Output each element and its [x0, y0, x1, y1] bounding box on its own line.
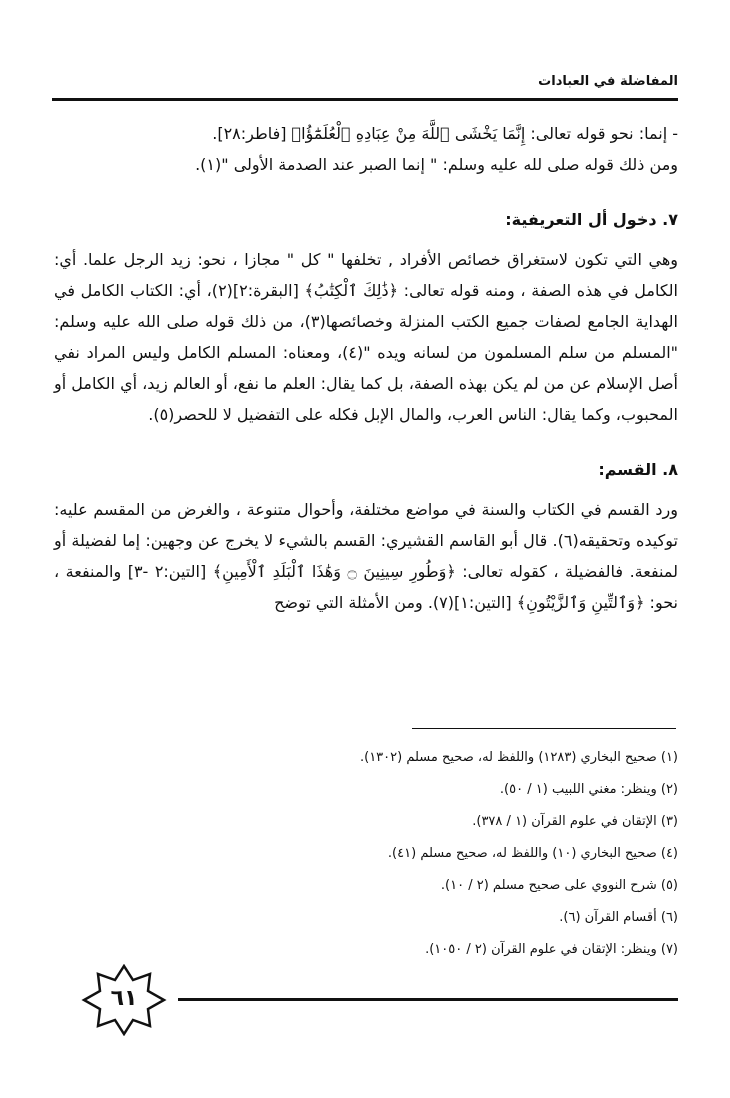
footer-rule — [178, 998, 678, 1001]
footnote-item: (١) صحيح البخاري (١٢٨٣) واللفظ له، صحيح مسلم (١٣٠٢). — [359, 750, 678, 765]
footnote-item: (٥) شرح النووي على صحيح مسلم (٢ / ١٠). — [440, 878, 678, 893]
footnote-item: (٢) وينظر: مغني اللبيب (١ / ٥٠). — [499, 782, 678, 797]
main-text — [54, 118, 678, 618]
paragraph-hadith-sabr: ومن ذلك قوله صلى لله عليه وسلم: " إنما الصبر عند الصدمة الأولى "(١). — [195, 155, 678, 174]
footnotes-list — [78, 742, 678, 966]
footnote-item: (٣) الإتقان في علوم القرآن (١ / ٣٧٨). — [472, 814, 678, 829]
section-heading-7: ٧. دخول أل التعريفية: — [505, 210, 678, 229]
paragraph-al-taarif: وهي التي تكون لاستغراق خصائص الأفراد , تخلفها " كل " مجازا ، نحو: زيد الرجل علما. أي: الكامل في هذه الصفة ، ومنه قوله تعالى: ﴿ذَٰلِكَ ٱلْكِتَٰبُ﴾ [البقرة:٢](٢)، أي: الكتاب الكامل في الهداية الجامع لصفات جميع الكتب المنزلة وخصائصها(٣)، من ذلك قوله صلى الله عليه وسلم: "المسلم من سلم المسلمون من لسانه ويده "(٤)، ومعناه: المسلم الكامل وليس المراد نفي أصل الإسلام عن من لم يكن بهذه الصفة، بل كما يقال: العلم ما نفع، أو العالم زيد، أي الكامل أو المحبوب، وكما يقال: الناس العرب، والمال الإبل فكله على التفضيل لا للحصر(٥). — [54, 250, 679, 424]
running-head: المفاضلة في العبادات — [538, 74, 678, 89]
paragraph-innama: - إنما: نحو قوله تعالى: إِنَّمَا يَخْشَى ٱللَّهَ مِنْ عِبَادِهِ ٱلْعُلَمَٰٓؤُا۟ [فاطر:٢٨]. — [212, 124, 678, 143]
header-rule — [52, 98, 678, 101]
page-number-badge — [80, 964, 168, 1036]
spacer — [54, 180, 678, 194]
footnote-item: (٤) صحيح البخاري (١٠) واللفظ له، صحيح مسلم (٤١). — [387, 846, 678, 861]
section-heading-8: ٨. القسم: — [598, 460, 678, 479]
spacer — [54, 430, 678, 444]
page-number: ٦١ — [110, 986, 138, 1011]
footnote-item: (٦) أقسام القرآن (٦). — [559, 910, 678, 925]
footnote-rule — [412, 728, 676, 729]
paragraph-qasam: ورد القسم في الكتاب والسنة في مواضع مختلفة، وأحوال متنوعة ، والغرض من المقسم عليه: توكيده وتحقيقه(٦). قال أبو القاسم القشيري: القسم بالشيء لا يخرج عن وجهين: إما لفضيلة أو لمنفعة. فالفضيلة ، كقوله تعالى: ﴿وَطُورِ سِينِينَ ۝ وَهَٰذَا ٱلْبَلَدِ ٱلْأَمِينِ﴾ [التين:٢ -٣] والمنفعة ، نحو: ﴿وَٱلتِّينِ وَٱلزَّيْتُونِ﴾ [التين:١](٧). ومن الأمثلة التي توضح — [54, 500, 679, 612]
footnote-item: (٧) وينظر: الإتقان في علوم القرآن (٢ / ١٠٥٠). — [425, 942, 678, 957]
